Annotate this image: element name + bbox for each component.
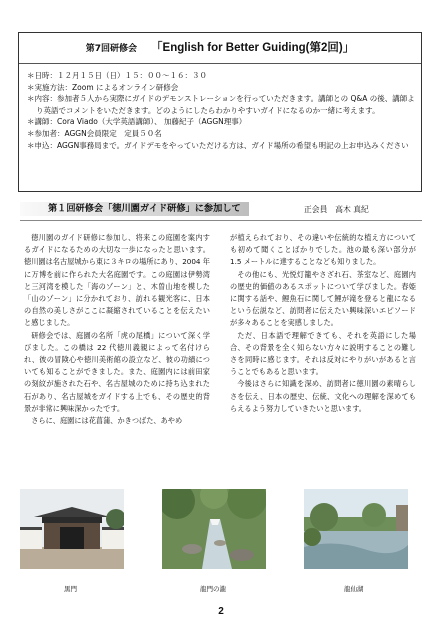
- report-column-left: [24, 232, 210, 427]
- report-paragraph: その他にも、光悦灯籠やさざれ石、茶室など、庭園内の歴史的価値のあるスポットについて学びました。春姫に関する話や、鯉魚石に関して鯉が滝を登ると龍になるという伝説など、訪問者に伝えたい興味深いエピソードが多々あることを実感しました。: [230, 269, 416, 328]
- report-paragraph: 研修会では、庭園の名所「虎の尾橋」について深く学びました。この橋は 22 代徳川義親によって名付けられ、彼の冒険心や徳川美術館の設立など、彼の功績についても知ることができました。また、庭園内には前田家の刻紋が施された石や、名古屋城のために持ち込まれた石があり、名古屋城をガイドする上でも、その歴史的背景が非常に興味深かったです。: [24, 330, 210, 413]
- page-number: 2: [218, 606, 224, 617]
- notice-item-date: ＊日時：１２月１５日（日）１５：００～１６：３０: [27, 71, 207, 80]
- notice-divider: [19, 63, 421, 64]
- report-paragraph: さらに、庭園には花菖蒲、かきつばた、あやめ: [31, 416, 183, 426]
- photo-caption: 龍門の瀧: [200, 585, 226, 593]
- report-divider: [20, 220, 422, 221]
- notice-item-lecturer: ＊講師：Cora Viado（大学英語講師）、 加藤紀子（AGGN理事）: [27, 117, 247, 127]
- photo-caption: 龍仙湖: [344, 585, 364, 593]
- notice-heading: [19, 39, 421, 55]
- photo-ryusen-pond: [304, 489, 408, 569]
- event-notice-box: [18, 32, 422, 192]
- notice-details: [27, 70, 419, 151]
- report-paragraph: 徳川園のガイド研修に参加し、将来この庭園を案内するガイドになるための大切な一歩になったと思います。徳川園は名古屋城から東に３キロの場所にあり、2004 年に万博を前に作られた大名庭園です。この庭園は伊勢湾と三河湾を模した「海のゾーン」と、木曽山地を模した「山のゾーン」に分かれており、訪れる観光客に、日本の自然の美しさがここに凝縮されていることを伝えたいと感じました。: [24, 233, 210, 328]
- photo-ryumon-waterfall: [162, 489, 266, 569]
- notice-item-content: ＊内容：参加者５人から実際にガイドのデモンストレーションを行っていただきます。講師との Q&A の後、講師より英語でコメントをいただきます。どのようにしたらわかりやすいガイドになるのか一緒に考えます。: [27, 94, 415, 115]
- report-header: [20, 202, 422, 218]
- report-column-right: [230, 232, 416, 415]
- notice-item-participants: ＊参加者：AGGN会員限定 定員５０名: [27, 128, 162, 138]
- report-title: 第１回研修会「徳川園ガイド研修」に参加して: [20, 202, 249, 216]
- report-paragraph: 今後はさらに知識を深め、訪問者に徳川園の素晴らしさを伝え、日本の歴史、伝統、文化への理解を深めてもらえるよう努力していきたいと思います。: [230, 379, 416, 413]
- meeting-title: 「English for Better Guiding(第2回)」: [151, 42, 355, 54]
- photo-kuromon: [20, 489, 124, 569]
- report-author: 正会員 高木 真紀: [304, 205, 369, 214]
- notice-item-method: ＊実施方法：Zoom によるオンライン研修会: [27, 82, 179, 92]
- report-paragraph: が植えられており、その違いや伝統的な植え方についても初めて聞くことばかりでした。池の最も深い部分が 1.5 メートルに達することなども知りました。: [230, 233, 416, 267]
- photo-caption: 黒門: [64, 585, 77, 593]
- meeting-number: 第7回研修会: [85, 44, 138, 54]
- report-paragraph: ただ、日本語で理解できても、それを英語にした場合、その背景を全く知らない方々に説明することの難しさを同時に感じます。それは反対にやりがいがあると言うことでもあると思います。: [230, 330, 416, 377]
- notice-item-application: ＊申込：AGGN事務局まで。ガイドデモをやっていただける方は、ガイド場所の希望も明記の上お申込みください: [27, 140, 409, 150]
